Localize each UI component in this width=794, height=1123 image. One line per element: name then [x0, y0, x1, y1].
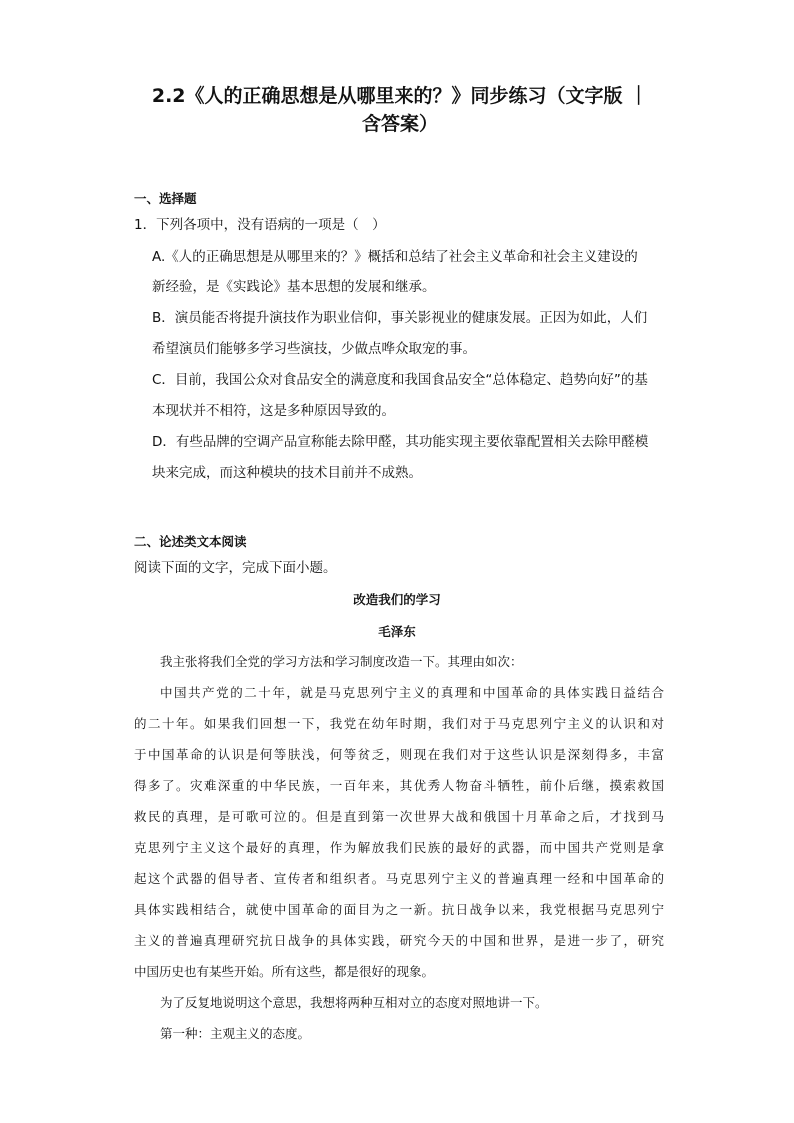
article-p2-line: 主义的普遍真理研究抗日战争的具体实践，研究今天的中国和世界，是进一步了，研究 [134, 933, 664, 948]
question-stem: 1．下列各项中，没有语病的一项是（ ） [134, 217, 386, 233]
option-c-line-2: 本现状并不相符，这是多种原因导致的。 [152, 403, 395, 419]
section-heading-choice: 一、选择题 [134, 191, 197, 206]
option-b-line-1: B．演员能否将提升演技作为职业信仰，事关影视业的健康发展。正因为如此，人们 [152, 310, 648, 326]
option-c-line-1: C．目前，我国公众对食品安全的满意度和我国食品安全“总体稳定、趋势向好”的基 [152, 372, 648, 388]
option-d-line-1: D．有些品牌的空调产品宣称能去除甲醛，其功能实现主要依靠配置相关去除甲醛模 [152, 434, 649, 450]
article-paragraph-3: 为了反复地说明这个意思，我想将两种互相对立的态度对照地讲一下。 [160, 995, 548, 1010]
article-p2-line: 中国共产党的二十年，就是马克思列宁主义的真理和中国革命的具体实践日益结合 [160, 685, 664, 700]
article-paragraph-1: 我主张将我们全党的学习方法和学习制度改造一下。其理由如次： [160, 654, 523, 669]
article-author: 毛泽东 [378, 624, 416, 639]
document-title-line-1: 2.2《人的正确思想是从哪里来的？》同步练习（文字版 ｜ [151, 85, 649, 107]
article-p2-line: 中国历史也有某些开始。所有这些，都是很好的现象。 [134, 964, 435, 979]
article-p2-line: 于中国革命的认识是何等肤浅，何等贫乏，则现在我们对于这些认识是深刻得多，丰富 [134, 747, 664, 762]
section-heading-reading: 二、论述类文本阅读 [134, 534, 247, 549]
option-a-line-2: 新经验，是《实践论》基本思想的发展和继承。 [152, 279, 436, 295]
article-p2-line: 具体实践相结合，就使中国革命的面目为之一新。抗日战争以来，我党根据马克思列宁 [134, 902, 664, 917]
article-title: 改造我们的学习 [353, 592, 441, 607]
article-p2-line: 的二十年。如果我们回想一下，我党在幼年时期，我们对于马克思列宁主义的认识和对 [134, 716, 664, 731]
article-p2-line: 起这个武器的倡导者、宣传者和组织者。马克思列宁主义的普遍真理一经和中国革命的 [134, 871, 664, 886]
article-p2-line: 得多了。灾难深重的中华民族，一百年来，其优秀人物奋斗牺牲，前仆后继，摸索救国 [134, 778, 664, 793]
article-p2-line: 克思列宁主义这个最好的真理，作为解放我们民族的最好的武器，而中国共产党则是拿 [134, 840, 664, 855]
reading-instruction: 阅读下面的文字，完成下面小题。 [134, 560, 337, 576]
option-a-line-1: A.《人的正确思想是从哪里来的？》概括和总结了社会主义革命和社会主义建设的 [152, 249, 638, 265]
option-b-line-2: 希望演员们能够多学习些演技，少做点哗众取宠的事。 [152, 341, 476, 357]
article-p2-line: 救民的真理，是可歌可泣的。但是直到第一次世界大战和俄国十月革命之后，才找到马 [134, 809, 664, 824]
article-paragraph-4: 第一种：主观主义的态度。 [160, 1026, 311, 1041]
document-title-line-2: 含答案） [361, 113, 438, 135]
option-d-line-2: 块来完成，而这种模块的技术目前并不成熟。 [152, 465, 422, 481]
